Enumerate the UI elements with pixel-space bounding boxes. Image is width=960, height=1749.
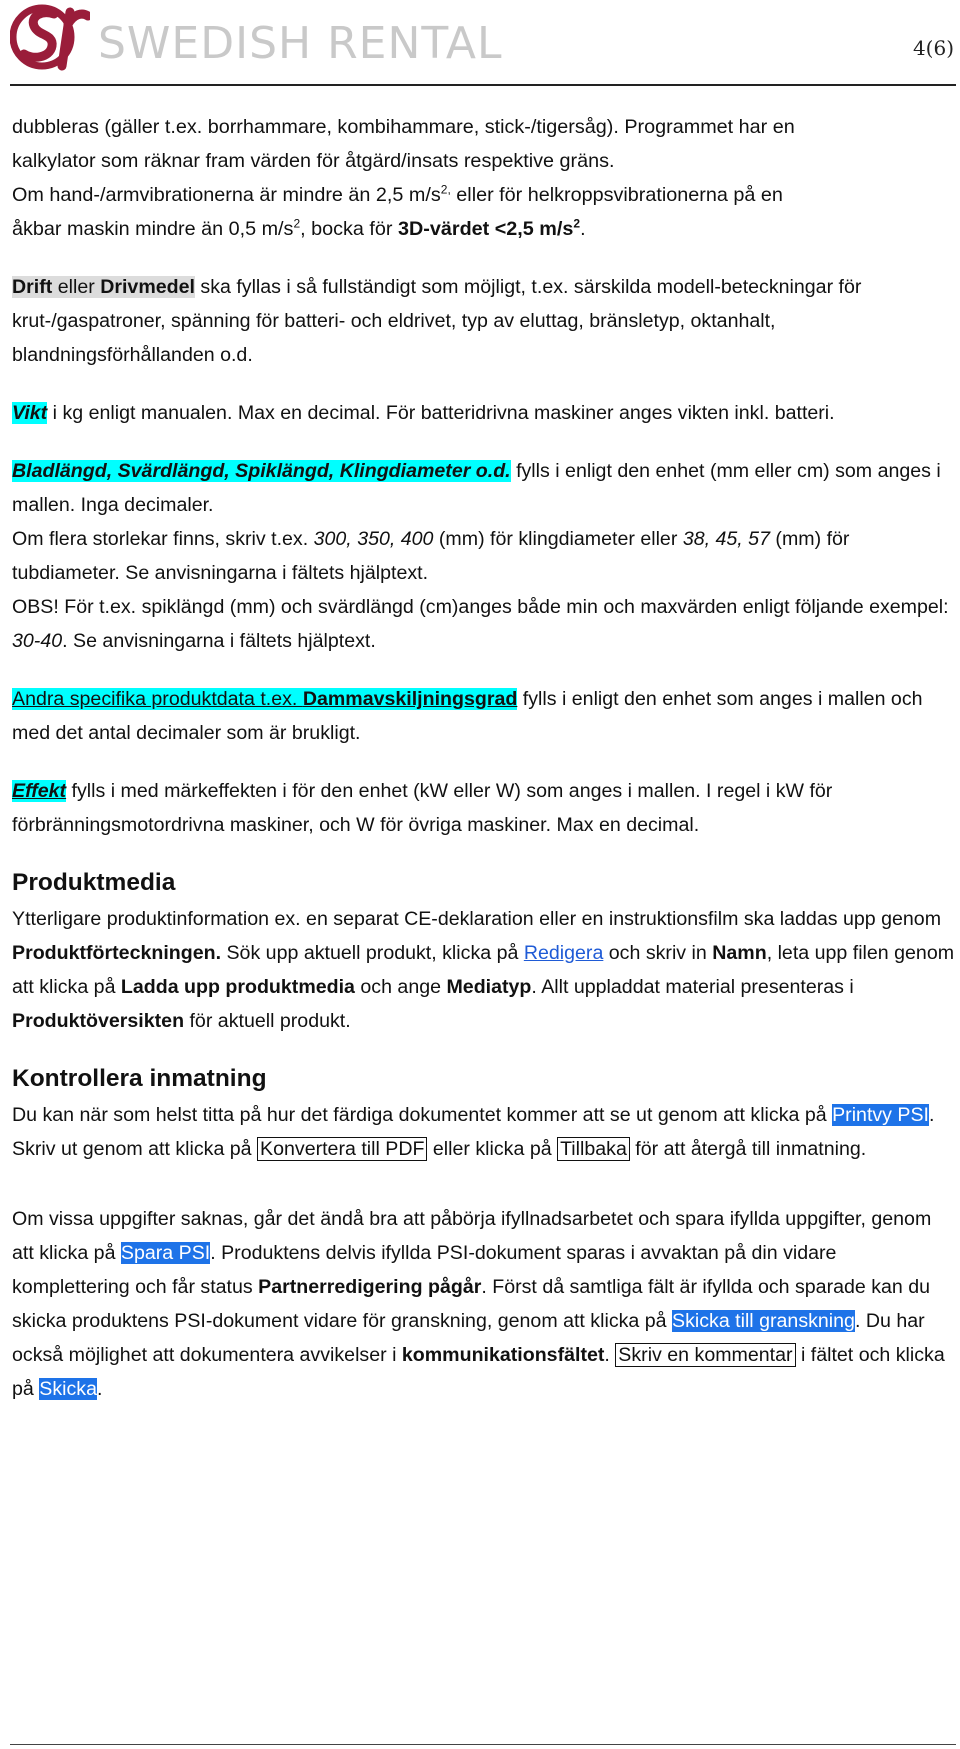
tillbaka-button[interactable]: Tillbaka (557, 1137, 630, 1161)
konvertera-pdf-button[interactable]: Konvertera till PDF (257, 1137, 427, 1161)
paragraph-effekt: Effekt fylls i med märkeffekten i för den enhet (kW eller W) som anges i mallen. I regel i kW för förbränningsmotordrivna maskiner, och W för övriga maskiner. Max en decimal. (12, 780, 833, 836)
vikt-term: Vikt (12, 402, 48, 424)
page-number: 4(6) (912, 36, 954, 60)
paragraph-spara: Om vissa uppgifter saknas, går det ändå bra att påbörja ifyllnadsarbetet och spara ifyllda uppgifter, genom att klicka på Spara PSI. Produktens delvis ifyllda PSI-dokument sparas i avvaktan på din vidare komplettering och får status Partnerredigering pågår. Först då samtliga fält är ifyllda och sparade kan du skicka produktens PSI-dokument vidare för granskning, genom att klicka på Skicka till granskning. Du har också möjlighet att dokumentera avvikelser i kommunikationsfältet. Skriv en kommentar i fältet och klicka på Skicka. (12, 1208, 945, 1400)
drift-term: Drift (12, 276, 53, 298)
document-body (12, 110, 957, 1406)
dimensions-term: Bladlängd, Svärdlängd, Spiklängd, Klingdiameter o.d. (12, 460, 511, 482)
paragraph-vibration: dubbleras (gäller t.ex. borrhammare, kombihammare, stick-/tigersåg). Programmet har en kalkylator som räknar fram värden för åtgärd/insats respektive gräns. Om hand-/armvibrationerna är mindre än 2,5 $m/s^{2,}$ eller för helkroppsvibrationerna på en åkbar maskin mindre än 0,5 $m/s^2$, bocka för 3D-värdet <2,5 $m/s^2$. (12, 116, 795, 240)
paragraph-produktmedia: Ytterligare produktinformation ex. en separat CE-deklaration eller en instruktionsfilm ska laddas upp genom Produktförteckningen. Sök upp aktuell produkt, klicka på Redigera och skriv in Namn, leta upp filen genom att klicka på Ladda upp produktmedia och ange Mediatyp. Allt uppladdat material presenteras i Produktöversikten för aktuell produkt. (12, 908, 955, 1032)
effekt-term: Effekt (12, 780, 67, 802)
footer-divider (10, 1744, 956, 1745)
skicka-till-granskning-button[interactable]: Skicka till granskning (672, 1310, 855, 1332)
paragraph-kontrollera: Du kan när som helst titta på hur det färdiga dokumentet kommer att se ut genom att klicka på Printvy PSI. Skriv ut genom att klicka på Konvertera till PDF eller klicka på Tillbaka för att återgå till inmatning. (12, 1104, 935, 1160)
paragraph-drift: Drift eller Drivmedel ska fyllas i så fullständigt som möjligt, t.ex. särskilda modell-beteckningar för krut-/gaspatroner, spänning för batteri- och eldrivet, typ av eluttag, bränsletyp, oktanhalt, blandningsförhållanden o.d. (12, 276, 862, 366)
heading-produktmedia: Produktmedia (12, 869, 176, 896)
dust-separation-term: Dammavskiljningsgrad (302, 688, 518, 710)
printvy-psi-button[interactable]: Printvy PSI (832, 1104, 930, 1126)
spara-psi-button[interactable]: Spara PSI (120, 1242, 211, 1264)
swedish-rental-logo-icon (10, 2, 90, 72)
header-divider (10, 84, 956, 86)
drivmedel-term: Drivmedel (100, 276, 195, 298)
logo-text: SR (10, 2, 12, 3)
heading-kontrollera-inmatning: Kontrollera inmatning (12, 1065, 267, 1092)
paragraph-dimensions: Bladlängd, Svärdlängd, Spiklängd, Klingdiameter o.d. fylls i enligt den enhet (mm eller cm) som anges i mallen. Inga decimaler. Om flera storlekar finns, skriv t.ex. 300, 350, 400 (mm) för klingdiameter eller 38, 45, 57 (mm) för tubdiameter. Se anvisningarna i fältets hjälptext. OBS! För t.ex. spiklängd (mm) och svärdlängd (cm)anges både min och maxvärden enligt följande exempel: 30-40. Se anvisningarna i fältets hjälptext. (12, 460, 949, 652)
page-header (0, 0, 960, 86)
brand-name: SWEDISH RENTAL (98, 18, 503, 69)
3d-value-term: 3D-värdet <2,5 m/s (398, 218, 574, 240)
paragraph-specific-data: Andra specifika produktdata t.ex. Dammavskiljningsgrad fylls i enligt den enhet som anges i mallen och med det antal decimaler som är brukligt. (12, 688, 923, 744)
paragraph-vikt: Vikt i kg enligt manualen. Max en decimal. För batteridrivna maskiner anges vikten inkl. batteri. (12, 402, 835, 424)
specific-data-term: Andra specifika produktdata t.ex. (12, 688, 303, 710)
skicka-button[interactable]: Skicka (39, 1378, 97, 1400)
redigera-link[interactable]: Redigera (523, 942, 604, 964)
skriv-kommentar-field[interactable]: Skriv en kommentar (615, 1343, 795, 1367)
